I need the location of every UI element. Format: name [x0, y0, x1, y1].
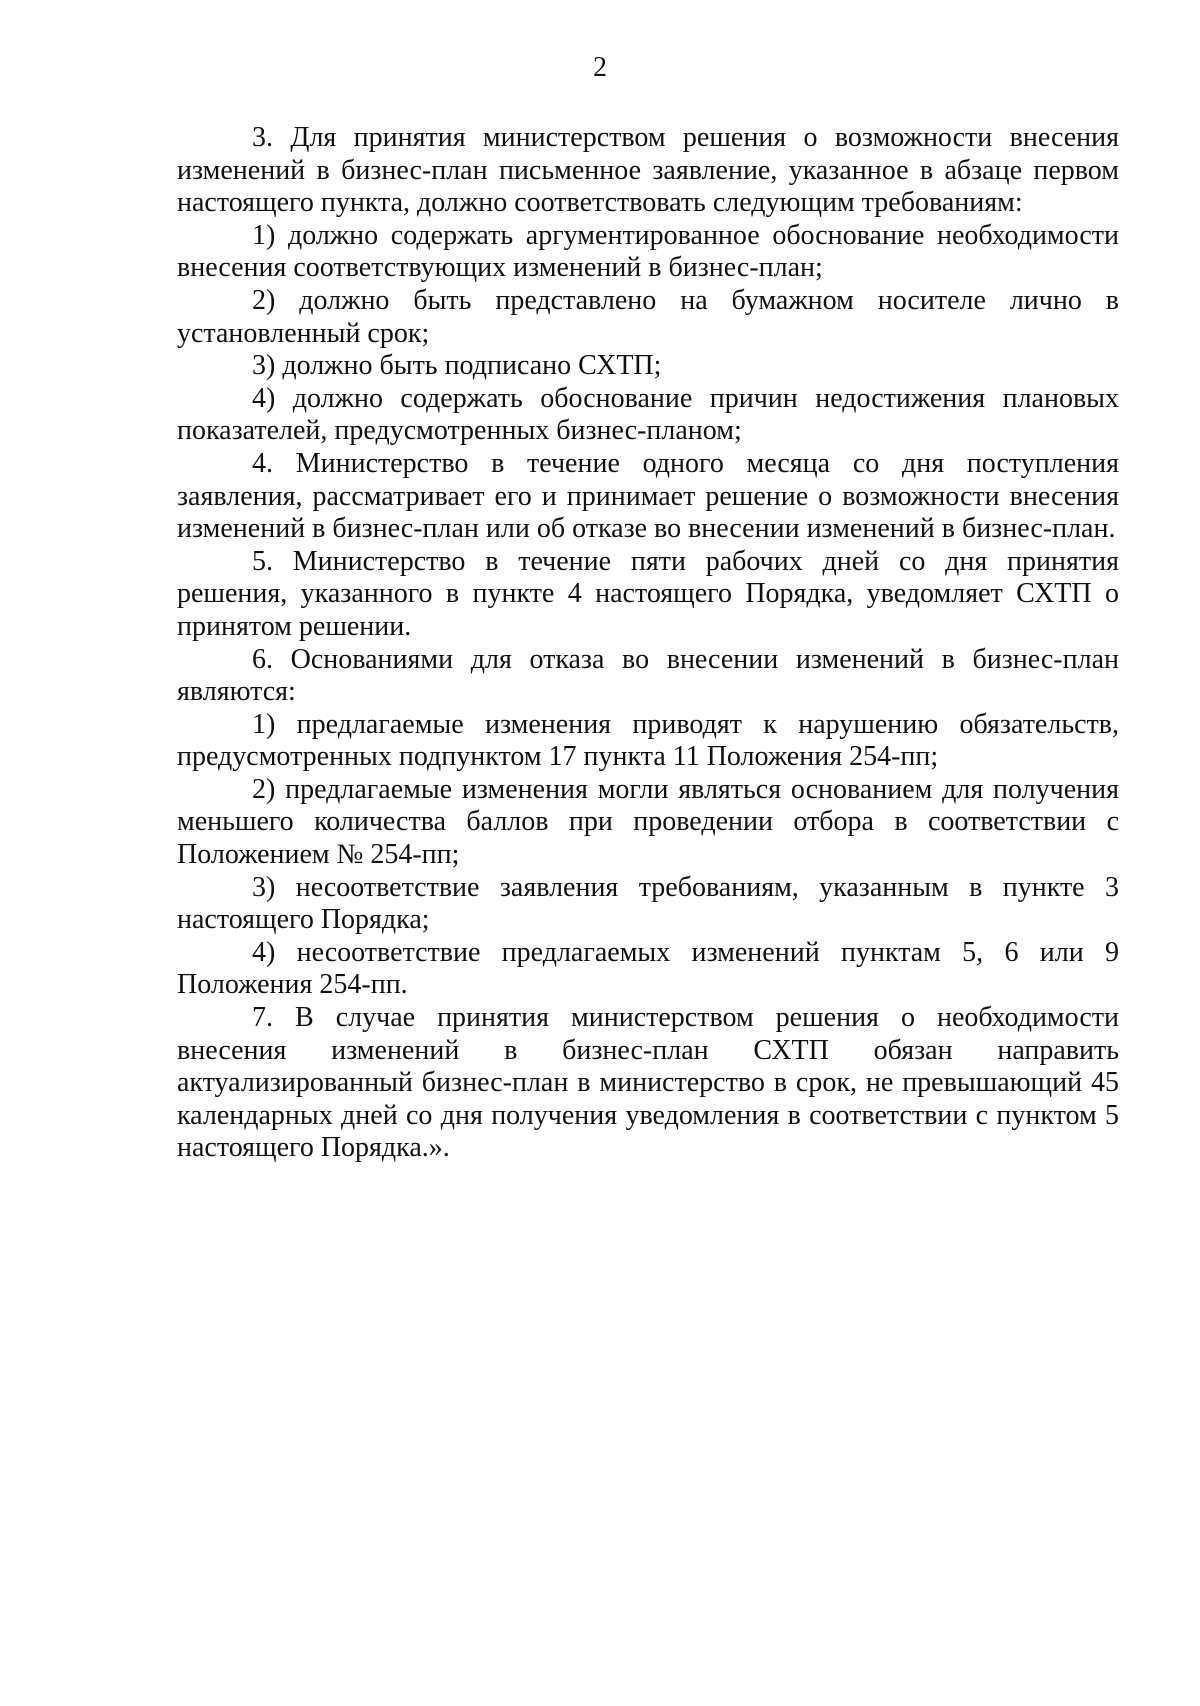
- paragraph-subitem-3-2: 2) должно быть представлено на бумажном носителе лично в установленный срок;: [177, 284, 1119, 349]
- paragraph-subitem-3-1: 1) должно содержать аргументированное обоснование необходимости внесения соответствующих изменений в бизнес-план;: [177, 219, 1119, 284]
- paragraph-item-7: 7. В случае принятия министерством решения о необходимости внесения изменений в бизнес-план СХТП обязан направить актуализированный бизнес-план в министерство в срок, не превышающий 45 календарных дней со дня получения уведомления в соответствии с пунктом 5 настоящего Порядка.».: [177, 1002, 1119, 1164]
- paragraph-item-4: 4. Министерство в течение одного месяца со дня поступления заявления, рассматривает его и принимает решение о возможности внесения изменений в бизнес-план или об отказе во внесении изменений в бизнес-план.: [177, 447, 1119, 545]
- paragraph-item-6-intro: 6. Основаниями для отказа во внесении изменений в бизнес-план являются:: [177, 643, 1119, 708]
- paragraph-subitem-6-2: 2) предлагаемые изменения могли являться основанием для получения меньшего количества баллов при проведении отбора в соответствии с Положением № 254-пп;: [177, 773, 1119, 871]
- paragraph-subitem-3-4: 4) должно содержать обоснование причин недостижения плановых показателей, предусмотренных бизнес-планом;: [177, 382, 1119, 447]
- document-body: [177, 122, 1119, 1165]
- paragraph-subitem-3-3: 3) должно быть подписано СХТП;: [252, 350, 662, 382]
- page-number: 2: [593, 52, 607, 83]
- paragraph-item-5: 5. Министерство в течение пяти рабочих дней со дня принятия решения, указанного в пункте 4 настоящего Порядка, уведомляет СХТП о принятом решении.: [177, 545, 1119, 642]
- paragraph-subitem-6-3: 3) несоответствие заявления требованиям, указанным в пункте 3 настоящего Порядка;: [177, 871, 1119, 936]
- paragraph-subitem-6-4: 4) несоответствие предлагаемых изменений пунктам 5, 6 или 9 Положения 254-пп.: [177, 936, 1119, 1001]
- paragraph-subitem-6-1: 1) предлагаемые изменения приводят к нарушению обязательств, предусмотренных подпунктом 17 пункта 11 Положения 254-пп;: [177, 708, 1119, 773]
- paragraph-item-3-intro: 3. Для принятия министерством решения о возможности внесения изменений в бизнес-план письменное заявление, указанное в абзаце первом настоящего пункта, должно соответствовать следующим требованиям:: [177, 122, 1119, 219]
